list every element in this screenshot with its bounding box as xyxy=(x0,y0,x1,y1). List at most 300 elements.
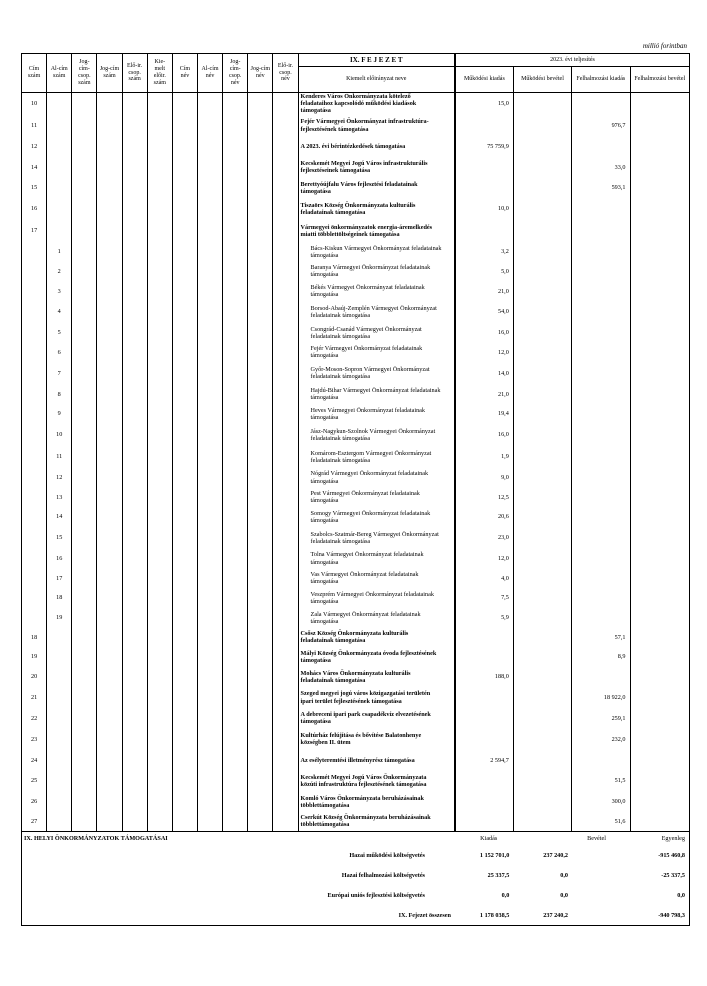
empty-code-cell xyxy=(223,568,248,588)
empty-code-cell xyxy=(172,667,197,687)
empty-code-cell xyxy=(172,301,197,323)
empty-code-cell xyxy=(97,792,122,812)
empty-code-cell xyxy=(147,588,172,608)
value-cell-fb xyxy=(630,608,690,628)
empty-code-cell xyxy=(223,608,248,628)
empty-code-cell xyxy=(72,281,97,301)
empty-code-cell xyxy=(72,687,97,709)
empty-code-cell xyxy=(72,750,97,770)
alcim-szam-cell xyxy=(47,93,72,115)
table-row xyxy=(22,568,690,588)
alcim-szam-cell xyxy=(47,115,72,137)
empty-code-cell xyxy=(248,220,273,242)
empty-code-cell xyxy=(197,628,222,648)
cim-szam-cell: 25 xyxy=(22,770,47,792)
cim-szam-cell xyxy=(22,384,47,404)
cim-szam-cell: 20 xyxy=(22,667,47,687)
empty-code-cell xyxy=(197,301,222,323)
value-cell-fk xyxy=(572,468,630,488)
empty-code-cell xyxy=(147,468,172,488)
value-cell-fb xyxy=(630,527,690,549)
empty-code-cell xyxy=(147,198,172,220)
empty-code-cell xyxy=(248,323,273,343)
empty-code-cell xyxy=(72,549,97,569)
empty-code-cell xyxy=(273,468,298,488)
table-row xyxy=(22,792,690,812)
empty-code-cell xyxy=(122,93,147,115)
empty-code-cell xyxy=(172,487,197,507)
value-cell-fb xyxy=(630,750,690,770)
table-row xyxy=(22,709,690,729)
empty-code-cell xyxy=(147,647,172,667)
empty-code-cell xyxy=(248,568,273,588)
alcim-szam-cell: 16 xyxy=(47,549,72,569)
summary-line-label: IX. Fejezet összesen xyxy=(22,906,455,926)
empty-code-cell xyxy=(97,568,122,588)
table-row xyxy=(22,487,690,507)
header-teljesites: 2023. évi teljesítés xyxy=(455,54,690,67)
empty-code-cell xyxy=(223,156,248,178)
empty-code-cell xyxy=(197,507,222,527)
empty-code-cell xyxy=(223,728,248,750)
empty-code-cell xyxy=(172,384,197,404)
value-cell-fk xyxy=(572,588,630,608)
value-cell-mk: 5,9 xyxy=(455,608,513,628)
table-row xyxy=(22,728,690,750)
empty-code-cell xyxy=(223,343,248,363)
value-cell-fk xyxy=(572,323,630,343)
empty-code-cell xyxy=(248,770,273,792)
alcim-szam-cell: 1 xyxy=(47,242,72,262)
empty-code-cell xyxy=(122,281,147,301)
empty-code-cell xyxy=(273,487,298,507)
header-cim-nev: Cím név xyxy=(172,54,197,93)
empty-code-cell xyxy=(122,667,147,687)
empty-code-cell xyxy=(172,709,197,729)
cim-szam-cell xyxy=(22,549,47,569)
empty-code-cell xyxy=(223,323,248,343)
empty-code-cell xyxy=(147,792,172,812)
empty-code-cell xyxy=(147,115,172,137)
empty-code-cell xyxy=(197,812,222,832)
empty-code-cell xyxy=(97,647,122,667)
empty-code-cell xyxy=(248,404,273,424)
empty-code-cell xyxy=(122,262,147,282)
empty-code-cell xyxy=(97,323,122,343)
value-cell-mb xyxy=(513,527,571,549)
empty-code-cell xyxy=(72,424,97,446)
header-jogcim-csop-szam: Jog-cím-csop. szám xyxy=(72,54,97,93)
value-cell-mk xyxy=(455,709,513,729)
value-cell-mk: 21,0 xyxy=(455,281,513,301)
empty-code-cell xyxy=(122,527,147,549)
empty-code-cell xyxy=(122,242,147,262)
empty-code-cell xyxy=(122,750,147,770)
empty-code-cell xyxy=(197,770,222,792)
value-cell-mk: 3,2 xyxy=(455,242,513,262)
value-cell-mb xyxy=(513,424,571,446)
value-cell-fb xyxy=(630,242,690,262)
value-cell-fb xyxy=(630,628,690,648)
empty-code-cell xyxy=(248,384,273,404)
value-cell-mb xyxy=(513,709,571,729)
value-cell-fb xyxy=(630,468,690,488)
empty-code-cell xyxy=(223,301,248,323)
value-cell-mk: 1,9 xyxy=(455,446,513,468)
value-cell-mb xyxy=(513,728,571,750)
empty-code-cell xyxy=(197,178,222,198)
alcim-szam-cell: 9 xyxy=(47,404,72,424)
empty-code-cell xyxy=(97,220,122,242)
cim-szam-cell: 15 xyxy=(22,178,47,198)
empty-code-cell xyxy=(273,568,298,588)
kiemelt-name-cell: Somogy Vármegyei Önkormányzat feladatainak támogatása xyxy=(298,507,455,527)
value-cell-mk xyxy=(455,156,513,178)
alcim-szam-cell: 14 xyxy=(47,507,72,527)
empty-code-cell xyxy=(223,362,248,384)
empty-code-cell xyxy=(248,242,273,262)
cim-szam-cell: 21 xyxy=(22,687,47,709)
empty-code-cell xyxy=(197,549,222,569)
empty-code-cell xyxy=(147,301,172,323)
header-fejezet: IX. F E J E Z E T xyxy=(298,54,455,67)
value-cell-mb xyxy=(513,198,571,220)
value-cell-fk xyxy=(572,301,630,323)
empty-code-cell xyxy=(273,178,298,198)
cim-szam-cell xyxy=(22,608,47,628)
empty-code-cell xyxy=(97,468,122,488)
empty-code-cell xyxy=(223,549,248,569)
value-cell-fk xyxy=(572,242,630,262)
empty-code-cell xyxy=(72,137,97,157)
empty-code-cell xyxy=(223,178,248,198)
kiemelt-name-cell: Kenderes Város Önkormányzata kötelező feladataihoz kapcsolódó működési kiadások támogatása xyxy=(298,93,455,115)
empty-code-cell xyxy=(122,198,147,220)
empty-code-cell xyxy=(97,487,122,507)
summary-line-bevetel: 0,0 xyxy=(560,872,568,880)
empty-code-cell xyxy=(97,362,122,384)
value-cell-mk xyxy=(455,220,513,242)
empty-code-cell xyxy=(172,281,197,301)
empty-code-cell xyxy=(122,220,147,242)
cim-szam-cell xyxy=(22,262,47,282)
empty-code-cell xyxy=(197,384,222,404)
value-cell-fb xyxy=(630,93,690,115)
empty-code-cell xyxy=(172,220,197,242)
summary-col-bevetel: Bevétel xyxy=(513,831,630,846)
empty-code-cell xyxy=(72,242,97,262)
alcim-szam-cell xyxy=(47,647,72,667)
cim-szam-cell xyxy=(22,323,47,343)
value-cell-fk: 593,1 xyxy=(572,178,630,198)
empty-code-cell xyxy=(248,468,273,488)
empty-code-cell xyxy=(273,137,298,157)
alcim-szam-cell xyxy=(47,156,72,178)
empty-code-cell xyxy=(147,770,172,792)
empty-code-cell xyxy=(223,687,248,709)
value-cell-mk: 75 759,9 xyxy=(455,137,513,157)
empty-code-cell xyxy=(248,549,273,569)
empty-code-cell xyxy=(273,549,298,569)
empty-code-cell xyxy=(72,527,97,549)
kiemelt-name-cell: Kecskemét Megyei Jogú Város infrastrukturális fejlesztéseinek támogatása xyxy=(298,156,455,178)
value-cell-mb xyxy=(513,446,571,468)
empty-code-cell xyxy=(223,220,248,242)
empty-code-cell xyxy=(223,667,248,687)
header-kiemelt-eloir-szam: Kie-melt előir. szám xyxy=(147,54,172,93)
empty-code-cell xyxy=(97,709,122,729)
summary-line-kiadas: 1 152 701,0 xyxy=(479,852,510,860)
empty-code-cell xyxy=(72,323,97,343)
empty-code-cell xyxy=(273,384,298,404)
summary-line-bevetel: 237 240,2 xyxy=(513,906,630,926)
summary-line-egyenleg: -915 460,8 xyxy=(630,846,690,866)
cim-szam-cell xyxy=(22,507,47,527)
cim-szam-cell: 11 xyxy=(22,115,47,137)
kiemelt-name-cell: Nógrád Vármegyei Önkormányzat feladatainak támogatása xyxy=(298,468,455,488)
table-row xyxy=(22,323,690,343)
empty-code-cell xyxy=(72,507,97,527)
empty-code-cell xyxy=(97,588,122,608)
alcim-szam-cell: 2 xyxy=(47,262,72,282)
kiemelt-name-cell: Berettyóújfalu Város fejlesztési feladatainak támogatása xyxy=(298,178,455,198)
empty-code-cell xyxy=(223,137,248,157)
cim-szam-cell xyxy=(22,568,47,588)
empty-code-cell xyxy=(248,527,273,549)
summary-line-bevetel: 0,0 xyxy=(560,892,568,900)
value-cell-mk: 12,5 xyxy=(455,487,513,507)
empty-code-cell xyxy=(273,220,298,242)
empty-code-cell xyxy=(248,628,273,648)
alcim-szam-cell: 5 xyxy=(47,323,72,343)
empty-code-cell xyxy=(122,792,147,812)
value-cell-fk xyxy=(572,343,630,363)
cim-szam-cell: 27 xyxy=(22,812,47,832)
alcim-szam-cell xyxy=(47,770,72,792)
value-cell-mb xyxy=(513,812,571,832)
empty-code-cell xyxy=(72,812,97,832)
value-cell-fb xyxy=(630,323,690,343)
empty-code-cell xyxy=(122,137,147,157)
empty-code-cell xyxy=(197,608,222,628)
empty-code-cell xyxy=(172,446,197,468)
empty-code-cell xyxy=(172,93,197,115)
header-mukodesi-kiadas: Működési kiadás xyxy=(455,67,513,93)
empty-code-cell xyxy=(97,115,122,137)
empty-code-cell xyxy=(147,323,172,343)
empty-code-cell xyxy=(147,262,172,282)
value-cell-fk xyxy=(572,137,630,157)
cim-szam-cell: 22 xyxy=(22,709,47,729)
empty-code-cell xyxy=(122,728,147,750)
kiemelt-name-cell: Vas Vármegyei Önkormányzat feladatainak támogatása xyxy=(298,568,455,588)
empty-code-cell xyxy=(172,812,197,832)
value-cell-fb xyxy=(630,137,690,157)
empty-code-cell xyxy=(248,156,273,178)
table-row xyxy=(22,362,690,384)
empty-code-cell xyxy=(172,588,197,608)
alcim-szam-cell xyxy=(47,709,72,729)
value-cell-mk: 16,0 xyxy=(455,323,513,343)
empty-code-cell xyxy=(172,323,197,343)
kiemelt-name-cell: Kultúrház felújítása és bővítése Balatonhenye községben II. ütem xyxy=(298,728,455,750)
empty-code-cell xyxy=(248,792,273,812)
value-cell-fk: 232,0 xyxy=(572,728,630,750)
value-cell-fb xyxy=(630,343,690,363)
empty-code-cell xyxy=(122,115,147,137)
kiemelt-name-cell: Baranya Vármegyei Önkormányzat feladatainak támogatása xyxy=(298,262,455,282)
empty-code-cell xyxy=(147,178,172,198)
summary-line-kiadas: 0,0 xyxy=(501,892,510,900)
empty-code-cell xyxy=(122,362,147,384)
empty-code-cell xyxy=(72,115,97,137)
empty-code-cell xyxy=(223,93,248,115)
empty-code-cell xyxy=(172,178,197,198)
value-cell-mk xyxy=(455,115,513,137)
empty-code-cell xyxy=(223,115,248,137)
kiemelt-name-cell: Az esélyteremtési illetményrész támogatása xyxy=(298,750,455,770)
empty-code-cell xyxy=(223,468,248,488)
value-cell-mb xyxy=(513,362,571,384)
table-row xyxy=(22,424,690,446)
table-body xyxy=(22,93,690,832)
value-cell-mb xyxy=(513,242,571,262)
empty-code-cell xyxy=(273,588,298,608)
empty-code-cell xyxy=(172,687,197,709)
alcim-szam-cell: 10 xyxy=(47,424,72,446)
empty-code-cell xyxy=(223,446,248,468)
empty-code-cell xyxy=(223,628,248,648)
empty-code-cell xyxy=(197,588,222,608)
table-row xyxy=(22,687,690,709)
empty-code-cell xyxy=(223,770,248,792)
value-cell-mk: 7,5 xyxy=(455,588,513,608)
empty-code-cell xyxy=(248,728,273,750)
empty-code-cell xyxy=(122,507,147,527)
empty-code-cell xyxy=(97,242,122,262)
empty-code-cell xyxy=(223,812,248,832)
empty-code-cell xyxy=(223,281,248,301)
value-cell-fk xyxy=(572,262,630,282)
summary-line-egyenleg: 0,0 xyxy=(630,886,690,906)
budget-table xyxy=(21,53,690,926)
alcim-szam-cell xyxy=(47,178,72,198)
value-cell-fk: 976,7 xyxy=(572,115,630,137)
empty-code-cell xyxy=(122,812,147,832)
value-cell-fk: 51,5 xyxy=(572,770,630,792)
empty-code-cell xyxy=(172,242,197,262)
summary-title: IX. HELYI ÖNKORMÁNYZATOK TÁMOGATÁSAI xyxy=(22,831,455,846)
cim-szam-cell: 10 xyxy=(22,93,47,115)
empty-code-cell xyxy=(72,667,97,687)
table-row xyxy=(22,549,690,569)
cim-szam-cell xyxy=(22,424,47,446)
empty-code-cell xyxy=(248,301,273,323)
value-cell-fk xyxy=(572,549,630,569)
kiemelt-name-cell: Győr-Moson-Sopron Vármegyei Önkormányzat feladatainak támogatása xyxy=(298,362,455,384)
value-cell-fb xyxy=(630,384,690,404)
empty-code-cell xyxy=(273,709,298,729)
cim-szam-cell xyxy=(22,527,47,549)
empty-code-cell xyxy=(223,262,248,282)
empty-code-cell xyxy=(172,647,197,667)
empty-code-cell xyxy=(273,281,298,301)
alcim-szam-cell xyxy=(47,728,72,750)
alcim-szam-cell xyxy=(47,687,72,709)
empty-code-cell xyxy=(197,93,222,115)
alcim-szam-cell xyxy=(47,628,72,648)
empty-code-cell xyxy=(97,728,122,750)
value-cell-fb xyxy=(630,728,690,750)
value-cell-mb xyxy=(513,262,571,282)
empty-code-cell xyxy=(97,667,122,687)
empty-code-cell xyxy=(197,446,222,468)
value-cell-fk xyxy=(572,667,630,687)
table-row xyxy=(22,647,690,667)
empty-code-cell xyxy=(223,487,248,507)
empty-code-cell xyxy=(172,115,197,137)
empty-code-cell xyxy=(197,750,222,770)
empty-code-cell xyxy=(273,507,298,527)
table-row xyxy=(22,468,690,488)
empty-code-cell xyxy=(97,527,122,549)
empty-code-cell xyxy=(248,424,273,446)
empty-code-cell xyxy=(147,812,172,832)
empty-code-cell xyxy=(197,647,222,667)
cim-szam-cell xyxy=(22,487,47,507)
value-cell-fk xyxy=(572,608,630,628)
kiemelt-name-cell: Heves Vármegyei Önkormányzat feladatainak támogatása xyxy=(298,404,455,424)
empty-code-cell xyxy=(172,507,197,527)
empty-code-cell xyxy=(122,178,147,198)
table-row xyxy=(22,750,690,770)
value-cell-fb xyxy=(630,404,690,424)
empty-code-cell xyxy=(197,262,222,282)
empty-code-cell xyxy=(97,750,122,770)
empty-code-cell xyxy=(172,343,197,363)
empty-code-cell xyxy=(197,527,222,549)
empty-code-cell xyxy=(273,792,298,812)
empty-code-cell xyxy=(97,549,122,569)
table-row xyxy=(22,588,690,608)
table-row xyxy=(22,198,690,220)
value-cell-mb xyxy=(513,137,571,157)
empty-code-cell xyxy=(197,487,222,507)
empty-code-cell xyxy=(273,446,298,468)
empty-code-cell xyxy=(172,404,197,424)
value-cell-fb xyxy=(630,770,690,792)
empty-code-cell xyxy=(197,220,222,242)
kiemelt-name-cell: Kecskemét Megyei Jogú Város Önkormányzata közúti infrastruktúra fejlesztésének támogatása xyxy=(298,770,455,792)
value-cell-mk: 20,6 xyxy=(455,507,513,527)
alcim-szam-cell: 15 xyxy=(47,527,72,549)
empty-code-cell xyxy=(197,792,222,812)
empty-code-cell xyxy=(248,446,273,468)
empty-code-cell xyxy=(122,709,147,729)
value-cell-mb xyxy=(513,608,571,628)
empty-code-cell xyxy=(172,770,197,792)
value-cell-mb xyxy=(513,687,571,709)
empty-code-cell xyxy=(248,687,273,709)
summary-header-row xyxy=(22,831,690,846)
empty-code-cell xyxy=(172,156,197,178)
value-cell-mk: 15,0 xyxy=(455,93,513,115)
value-cell-fk xyxy=(572,93,630,115)
alcim-szam-cell: 13 xyxy=(47,487,72,507)
value-cell-fb xyxy=(630,178,690,198)
empty-code-cell xyxy=(147,507,172,527)
value-cell-mb xyxy=(513,588,571,608)
